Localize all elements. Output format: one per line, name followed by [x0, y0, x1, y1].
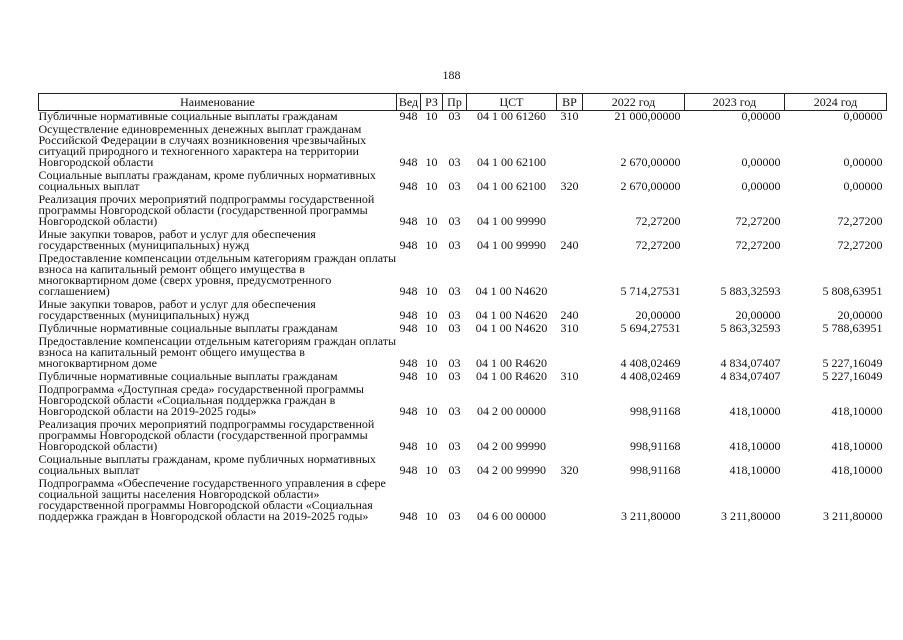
row-name: Реализация прочих мероприятий подпрограммы государственной программы Новгородской области (государственной программы Новгородской области)	[38, 192, 375, 228]
row-pr: 03	[448, 404, 461, 418]
row-rz: 10	[425, 404, 438, 418]
row-2024: 5 227,16049	[822, 356, 883, 370]
row-vr: 320	[560, 179, 579, 193]
row-2023: 0,00000	[741, 155, 781, 169]
row-2023: 5 883,32593	[720, 284, 781, 298]
row-ved: 948	[399, 356, 418, 370]
row-cst: 04 1 00 N4620	[475, 284, 548, 298]
row-vr	[557, 384, 583, 419]
row-2023: 5 863,32593	[720, 321, 781, 335]
row-vr	[557, 336, 583, 371]
row-ved: 948	[399, 463, 418, 477]
row-2022: 21 000,00000	[614, 109, 681, 123]
table-row	[39, 384, 887, 419]
row-name: Предоставление компенсации отдельным категориям граждан оплаты взноса на капитальный ремонт общего имущества в многоквартирном доме (сверх уровня, предусмотренного соглашением)	[38, 251, 397, 298]
page-number: 188	[442, 68, 461, 82]
row-2022: 4 408,02469	[620, 356, 681, 370]
row-pr: 03	[448, 284, 461, 298]
row-2023: 3 211,80000	[720, 509, 781, 523]
row-cst: 04 1 00 62100	[477, 179, 546, 193]
row-2024: 0,00000	[843, 155, 883, 169]
table-row	[39, 299, 887, 323]
row-rz: 10	[425, 214, 438, 228]
table-row	[39, 419, 887, 454]
row-cst: 04 1 00 N4620	[475, 321, 548, 335]
table-row	[39, 253, 887, 299]
row-2022: 72,27200	[635, 238, 681, 252]
table-header	[39, 94, 887, 111]
row-vr: 320	[560, 463, 579, 477]
row-vr: 310	[560, 369, 579, 383]
table-row	[39, 454, 887, 478]
row-pr: 03	[448, 463, 461, 477]
row-cst: 04 1 00 99990	[477, 214, 546, 228]
row-2024: 20,00000	[837, 308, 883, 322]
table-row	[39, 170, 887, 194]
row-2024: 5 788,63951	[822, 321, 883, 335]
row-ved: 948	[399, 284, 418, 298]
row-name: Публичные нормативные социальные выплаты гражданам	[38, 321, 338, 335]
row-rz: 10	[425, 155, 438, 169]
row-2023: 0,00000	[741, 109, 781, 123]
row-2022: 998,91168	[629, 463, 681, 477]
row-pr: 03	[448, 369, 461, 383]
row-cst: 04 6 00 00000	[477, 509, 546, 523]
row-2023: 418,10000	[729, 463, 781, 477]
row-ved: 948	[399, 214, 418, 228]
row-2022: 998,91168	[629, 404, 681, 418]
row-vr	[557, 253, 583, 299]
header-pr: Пр	[443, 94, 467, 111]
row-rz: 10	[425, 284, 438, 298]
row-cst: 04 1 00 62100	[477, 155, 546, 169]
row-2023: 4 834,07407	[720, 356, 781, 370]
row-ved: 948	[399, 439, 418, 453]
row-2023: 418,10000	[729, 439, 781, 453]
row-ved: 948	[399, 238, 418, 252]
row-cst: 04 1 00 N4620	[475, 308, 548, 322]
row-rz: 10	[425, 109, 438, 123]
row-2022: 72,27200	[635, 214, 681, 228]
row-rz: 10	[425, 356, 438, 370]
header-2024: 2024 год	[785, 94, 887, 111]
row-2024: 3 211,80000	[822, 509, 883, 523]
row-ved: 948	[399, 308, 418, 322]
row-ved: 948	[399, 509, 418, 523]
row-2022: 2 670,00000	[620, 179, 681, 193]
row-2022: 20,00000	[635, 308, 681, 322]
row-name: Подпрограмма «Обеспечение государственного управления в сфере социальной защиты населения Новгородской области» государственной программы Новгородской области «Социальная поддержка граждан в Новгородской области на 2019-2025 годы»	[38, 476, 386, 523]
row-rz: 10	[425, 321, 438, 335]
row-2024: 5 227,16049	[822, 369, 883, 383]
row-cst: 04 2 00 99990	[477, 439, 546, 453]
row-cst: 04 1 00 R4620	[475, 356, 547, 370]
row-name: Подпрограмма «Доступная среда» государственной программы Новгородской области «Социальная поддержка граждан в Новгородской области на 2019-2025 годы»	[38, 382, 364, 418]
row-ved: 948	[399, 155, 418, 169]
row-rz: 10	[425, 238, 438, 252]
row-pr: 03	[448, 356, 461, 370]
row-rz: 10	[425, 369, 438, 383]
header-2023: 2023 год	[685, 94, 785, 111]
row-rz: 10	[425, 439, 438, 453]
row-pr: 03	[448, 308, 461, 322]
row-2022: 4 408,02469	[620, 369, 681, 383]
row-cst: 04 2 00 00000	[477, 404, 546, 418]
row-pr: 03	[448, 155, 461, 169]
row-2023: 72,27200	[735, 238, 781, 252]
table-body	[39, 111, 887, 525]
row-2024: 418,10000	[831, 404, 883, 418]
row-name: Социальные выплаты гражданам, кроме публичных нормативных социальных выплат	[38, 452, 376, 477]
row-name: Социальные выплаты гражданам, кроме публичных нормативных социальных выплат	[38, 168, 376, 193]
row-2024: 0,00000	[843, 179, 883, 193]
row-vr	[557, 478, 583, 524]
row-cst: 04 1 00 R4620	[475, 369, 547, 383]
row-2024: 5 808,63951	[822, 284, 883, 298]
row-2023: 418,10000	[729, 404, 781, 418]
row-rz: 10	[425, 308, 438, 322]
table-row	[39, 478, 887, 524]
row-vr: 310	[560, 109, 579, 123]
row-name: Публичные нормативные социальные выплаты гражданам	[38, 369, 338, 383]
header-ved: Вед	[397, 94, 421, 111]
row-name: Иные закупки товаров, работ и услуг для обеспечения государственных (муниципальных) нужд	[38, 227, 316, 252]
row-pr: 03	[448, 321, 461, 335]
row-vr: 240	[560, 238, 579, 252]
table-row	[39, 124, 887, 170]
row-pr: 03	[448, 214, 461, 228]
row-ved: 948	[399, 321, 418, 335]
row-rz: 10	[425, 509, 438, 523]
row-2024: 72,27200	[837, 214, 883, 228]
row-2024: 72,27200	[837, 238, 883, 252]
row-2024: 418,10000	[831, 439, 883, 453]
row-ved: 948	[399, 109, 418, 123]
row-2023: 4 834,07407	[720, 369, 781, 383]
row-ved: 948	[399, 179, 418, 193]
row-vr: 310	[560, 321, 579, 335]
row-vr	[557, 194, 583, 229]
row-2023: 0,00000	[741, 179, 781, 193]
row-2022: 5 714,27531	[620, 284, 681, 298]
row-pr: 03	[448, 238, 461, 252]
row-name: Осуществление единовременных денежных выплат гражданам Российской Федерации в случаях возникновения чрезвычайных ситуаций природного и техногенного характера на территории Новгородской области	[38, 122, 367, 169]
row-name: Публичные нормативные социальные выплаты гражданам	[38, 109, 338, 123]
row-2024: 0,00000	[843, 109, 883, 123]
row-pr: 03	[448, 109, 461, 123]
header-vr: ВР	[557, 94, 583, 111]
row-2022: 3 211,80000	[620, 509, 681, 523]
table-row	[39, 336, 887, 371]
header-cst: ЦСТ	[467, 94, 557, 111]
row-name: Иные закупки товаров, работ и услуг для обеспечения государственных (муниципальных) нужд	[38, 297, 316, 322]
row-cst: 04 1 00 99990	[477, 238, 546, 252]
table-row	[39, 229, 887, 253]
row-rz: 10	[425, 179, 438, 193]
row-2022: 5 694,27531	[620, 321, 681, 335]
row-name: Реализация прочих мероприятий подпрограммы государственной программы Новгородской области (государственной программы Новгородской области)	[38, 417, 375, 453]
header-rz: РЗ	[421, 94, 443, 111]
row-pr: 03	[448, 509, 461, 523]
table-row	[39, 194, 887, 229]
row-vr: 240	[560, 308, 579, 322]
row-vr	[557, 124, 583, 170]
row-2022: 998,91168	[629, 439, 681, 453]
header-2022: 2022 год	[583, 94, 685, 111]
row-2023: 72,27200	[735, 214, 781, 228]
row-2022: 2 670,00000	[620, 155, 681, 169]
row-ved: 948	[399, 404, 418, 418]
row-pr: 03	[448, 439, 461, 453]
header-name: Наименование	[39, 94, 397, 111]
row-ved: 948	[399, 369, 418, 383]
row-2023: 20,00000	[735, 308, 781, 322]
row-cst: 04 1 00 61260	[477, 109, 546, 123]
budget-table	[38, 93, 887, 524]
row-2024: 418,10000	[831, 463, 883, 477]
row-pr: 03	[448, 179, 461, 193]
row-cst: 04 2 00 99990	[477, 463, 546, 477]
row-rz: 10	[425, 463, 438, 477]
row-name: Предоставление компенсации отдельным категориям граждан оплаты взноса на капитальный ремонт общего имущества в многоквартирном доме	[38, 334, 397, 370]
row-vr	[557, 419, 583, 454]
